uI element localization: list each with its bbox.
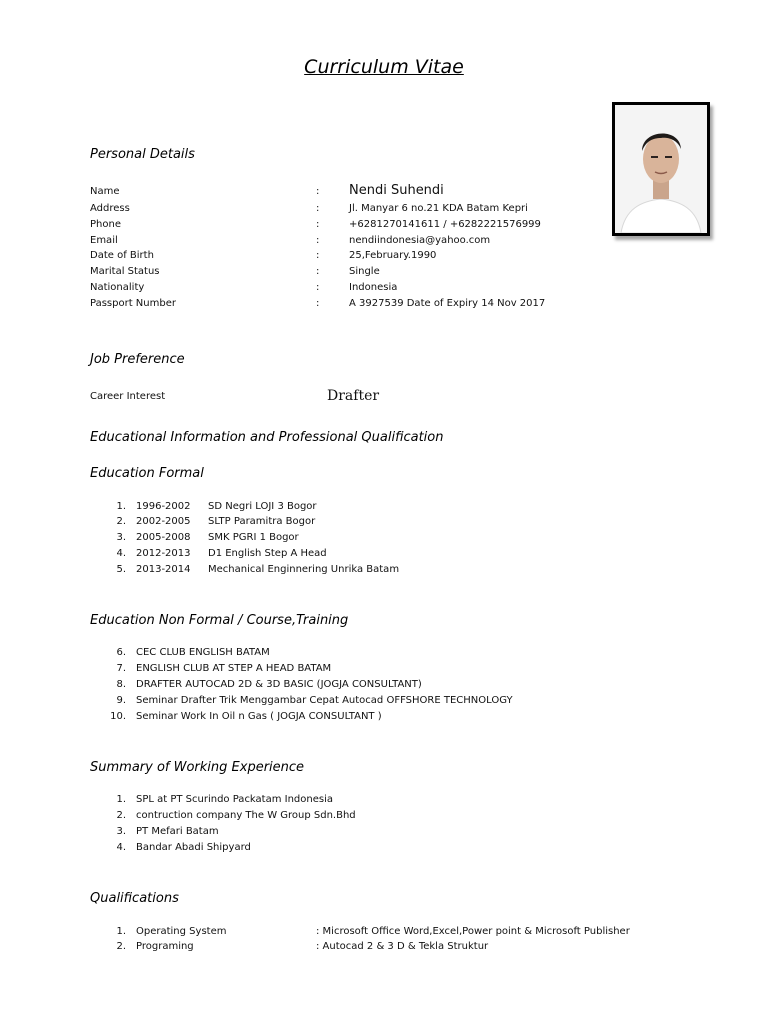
education-years: 2005-2008: [136, 532, 191, 543]
personal-colon: :: [316, 250, 320, 261]
experience-item: Bandar Abadi Shipyard: [136, 842, 251, 853]
personal-colon: :: [316, 235, 320, 246]
education-years: 1996-2002: [136, 501, 191, 512]
personal-label-email: Email: [90, 235, 118, 246]
personal-value-email[interactable]: nendiindonesia@yahoo.com: [349, 235, 491, 246]
training-item: Seminar Drafter Trik Menggambar Cepat Autocad OFFSHORE TECHNOLOGY: [136, 695, 513, 706]
qualification-value: : Microsoft Office Word,Excel,Power point & Microsoft Publisher: [316, 926, 630, 937]
personal-value-address: Jl. Manyar 6 no.21 KDA Batam Kepri: [349, 203, 528, 214]
list-number: 1.: [116, 926, 126, 937]
education-school: SLTP Paramitra Bogor: [208, 516, 316, 527]
career-interest-value: Drafter: [327, 388, 380, 404]
personal-colon: :: [316, 219, 320, 230]
personal-label-passport: Passport Number: [90, 298, 176, 309]
list-number: 1.: [116, 501, 126, 512]
experience-item: SPL at PT Scurindo Packatam Indonesia: [136, 794, 334, 805]
education-nonformal-heading: Education Non Formal / Course,Training: [90, 613, 349, 628]
list-number: 7.: [116, 663, 126, 674]
personal-label-marital: Marital Status: [90, 266, 160, 277]
personal-value-phone: +6281270141611 / +6282221576999: [349, 219, 541, 230]
experience-item: contruction company The W Group Sdn.Bhd: [136, 810, 356, 821]
education-heading: Educational Information and Professional Qualification: [90, 430, 444, 445]
qualification-label: Operating System: [136, 926, 227, 937]
personal-label-dob: Date of Birth: [90, 250, 154, 261]
profile-photo: [612, 102, 710, 236]
list-number: 6.: [116, 647, 126, 658]
education-school: Mechanical Enginnering Unrika Batam: [208, 564, 400, 575]
list-number: 8.: [116, 679, 126, 690]
personal-value-nationality: Indonesia: [349, 282, 398, 293]
personal-label-phone: Phone: [90, 219, 121, 230]
list-number: 10.: [110, 711, 126, 722]
page-title: Curriculum Vitae: [304, 56, 464, 78]
education-years: 2013-2014: [136, 564, 191, 575]
list-number: 3.: [116, 826, 126, 837]
qualifications-heading: Qualifications: [90, 891, 179, 906]
list-number: 2.: [116, 941, 126, 952]
education-years: 2002-2005: [136, 516, 191, 527]
personal-colon: :: [316, 203, 320, 214]
education-school: SMK PGRI 1 Bogor: [208, 532, 299, 543]
education-school: D1 English Step A Head: [208, 548, 327, 559]
list-number: 4.: [116, 548, 126, 559]
personal-label-nationality: Nationality: [90, 282, 145, 293]
training-item: ENGLISH CLUB AT STEP A HEAD BATAM: [136, 663, 332, 674]
personal-colon: :: [316, 298, 320, 309]
portrait-image: [615, 105, 707, 233]
list-number: 2.: [116, 810, 126, 821]
qualification-value: : Autocad 2 & 3 D & Tekla Struktur: [316, 941, 489, 952]
personal-details-heading: Personal Details: [90, 147, 195, 162]
personal-colon: :: [316, 282, 320, 293]
career-interest-label: Career Interest: [90, 391, 166, 402]
personal-label-name: Name: [90, 186, 120, 197]
list-number: 2.: [116, 516, 126, 527]
job-preference-heading: Job Preference: [90, 352, 185, 367]
education-school: SD Negri LOJI 3 Bogor: [208, 501, 317, 512]
personal-value-dob: 25,February.1990: [349, 250, 437, 261]
personal-colon: :: [316, 186, 320, 197]
personal-label-address: Address: [90, 203, 130, 214]
training-item: DRAFTER AUTOCAD 2D & 3D BASIC (JOGJA CONSULTANT): [136, 679, 422, 690]
education-years: 2012-2013: [136, 548, 191, 559]
list-number: 5.: [116, 564, 126, 575]
list-number: 3.: [116, 532, 126, 543]
qualification-label: Programing: [136, 941, 194, 952]
list-number: 4.: [116, 842, 126, 853]
training-item: CEC CLUB ENGLISH BATAM: [136, 647, 270, 658]
education-formal-heading: Education Formal: [90, 466, 204, 481]
experience-heading: Summary of Working Experience: [90, 760, 305, 775]
list-number: 1.: [116, 794, 126, 805]
personal-colon: :: [316, 266, 320, 277]
personal-value-passport: A 3927539 Date of Expiry 14 Nov 2017: [349, 298, 546, 309]
personal-value-name: Nendi Suhendi: [349, 183, 444, 198]
list-number: 9.: [116, 695, 126, 706]
experience-item: PT Mefari Batam: [136, 826, 219, 837]
training-item: Seminar Work In Oil n Gas ( JOGJA CONSULTANT ): [136, 711, 382, 722]
personal-value-marital: Single: [349, 266, 380, 277]
